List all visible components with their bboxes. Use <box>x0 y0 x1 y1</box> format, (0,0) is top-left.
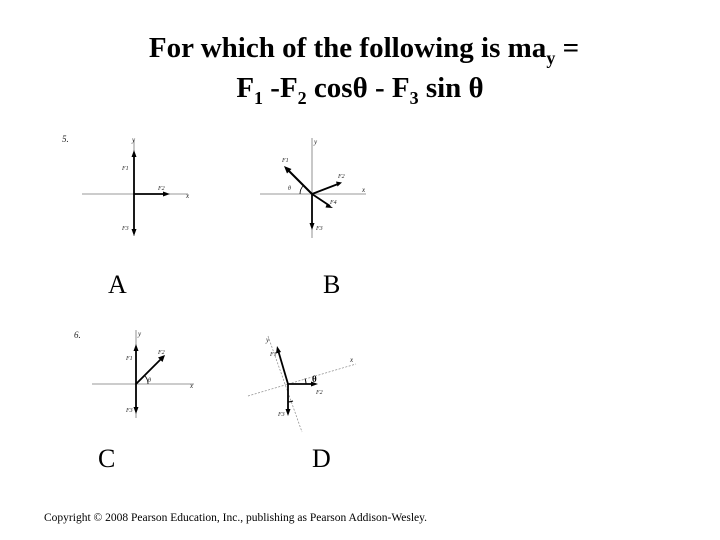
label-f2: F2 <box>338 174 345 180</box>
question-title-line-1: For which of the following is $ma_y$ = <box>148 32 580 68</box>
label-f3: F3 <box>278 412 285 418</box>
label-f2: F2 <box>158 350 165 356</box>
label-theta: θ <box>148 378 151 384</box>
question-title-line-2: $F_1$ $-F_2$ cosθ - $F_3$ sin θ <box>236 72 484 108</box>
force-arrow-f1 <box>288 170 312 194</box>
option-label-c: C <box>98 444 116 473</box>
option-label-a: A <box>108 270 127 299</box>
label-f1: F1 <box>270 352 277 358</box>
force-arrow-f2 <box>312 184 338 194</box>
label-f4: F4 <box>330 200 337 206</box>
force-diagram-d <box>244 332 364 436</box>
label-f2: F2 <box>158 186 165 192</box>
label-f3: F3 <box>316 226 323 232</box>
label-f2: F2 <box>316 390 323 396</box>
y-axis-label: y <box>132 136 136 144</box>
label-f3: F3 <box>122 226 129 232</box>
problem-number-6: 6. <box>74 330 81 340</box>
problem-number-5: 5. <box>62 134 69 144</box>
arrowhead-f3 <box>134 407 139 414</box>
arrowhead-f1 <box>134 344 139 351</box>
force-arrow-f1 <box>278 350 288 384</box>
label-theta: θ <box>288 186 291 192</box>
label-f1: F1 <box>282 158 289 164</box>
label-theta: θ <box>312 374 317 384</box>
y-axis-label: y <box>314 138 318 146</box>
x-axis-label: x <box>186 192 190 200</box>
x-axis <box>248 364 356 396</box>
option-label-b: B <box>323 270 341 299</box>
force-diagram-a <box>58 128 198 238</box>
y-axis-label: y <box>138 330 142 338</box>
arrowhead-f1 <box>132 150 137 157</box>
force-diagram-c <box>70 326 200 422</box>
label-f1: F1 <box>122 166 129 172</box>
y-axis-label: y <box>266 336 270 344</box>
x-axis-label: x <box>190 382 194 390</box>
arrowhead-f3 <box>132 229 137 236</box>
arrowhead-f3 <box>310 223 315 230</box>
arrowhead-f3 <box>286 409 291 416</box>
arrowhead-f2 <box>336 182 342 187</box>
arrowhead-f1 <box>276 346 281 354</box>
arrowhead-f2 <box>163 192 170 197</box>
x-axis-label: x <box>362 186 366 194</box>
copyright-notice: Copyright © 2008 Pearson Education, Inc., publishing as Pearson Addison-Wesley. <box>44 512 428 524</box>
label-f1: F1 <box>126 356 133 362</box>
angle-arc-theta <box>300 186 304 195</box>
force-diagram-b <box>252 134 372 244</box>
option-label-d: D <box>312 444 331 473</box>
label-f3: F3 <box>126 408 133 414</box>
x-axis-label: x <box>350 356 354 364</box>
